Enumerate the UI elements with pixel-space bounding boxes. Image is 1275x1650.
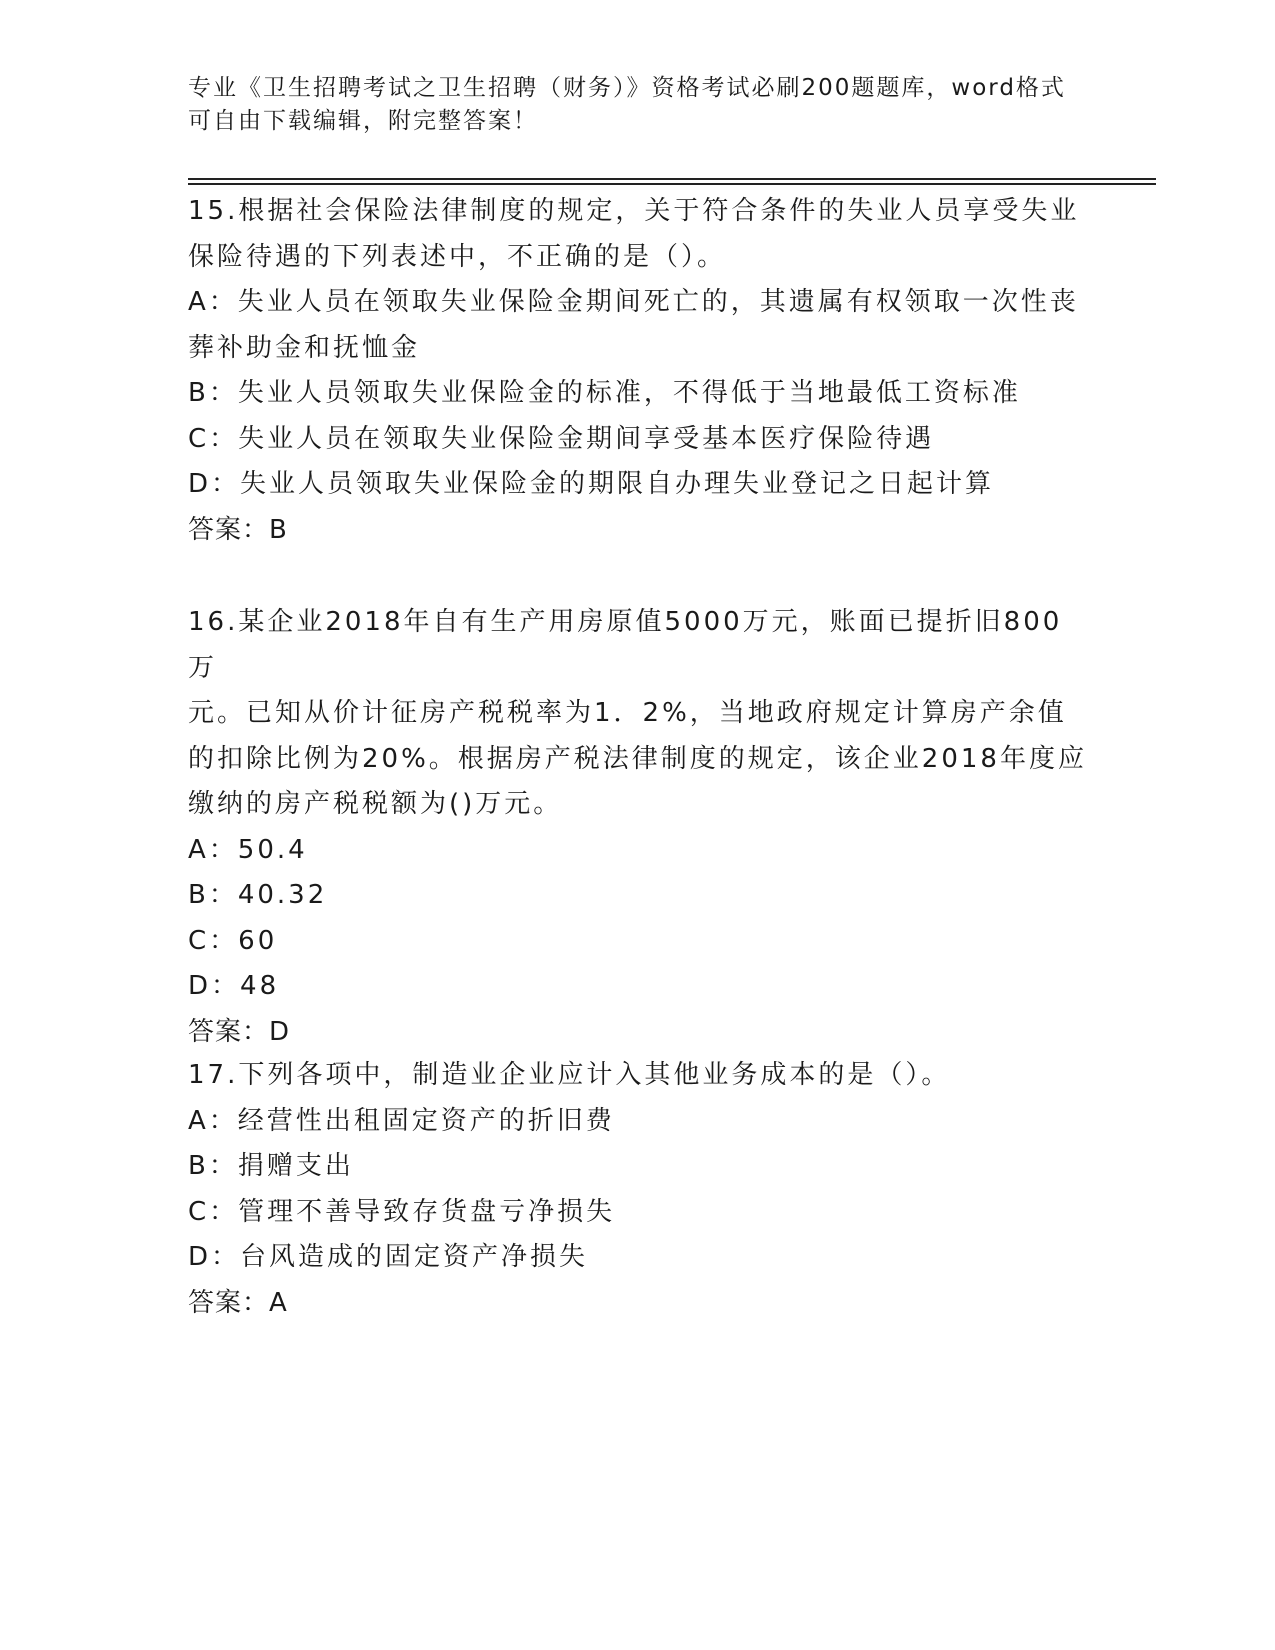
document-header xyxy=(188,72,1068,138)
question-stem-line: 的扣除比例为20%。根据房产税法律制度的规定，该企业2018年度应 xyxy=(188,743,1087,774)
header-divider-top xyxy=(188,178,1156,180)
option-a: A：50.4 xyxy=(188,834,308,865)
option-d: D：失业人员领取失业保险金的期限自办理失业登记之日起计算 xyxy=(188,469,995,499)
option-a-continued: 葬补助金和抚恤金 xyxy=(188,332,421,363)
option-d: D：台风造成的固定资产净损失 xyxy=(188,1242,589,1272)
option-d: D：48 xyxy=(188,971,280,1001)
question-stem-line: 保险待遇的下列表述中，不正确的是（）。 xyxy=(188,241,727,272)
option-a: A：失业人员在领取失业保险金期间死亡的，其遗属有权领取一次性丧 xyxy=(188,287,1079,317)
option-c: C：失业人员在领取失业保险金期间享受基本医疗保险待遇 xyxy=(188,423,935,454)
option-c: C：管理不善导致存货盘亏净损失 xyxy=(188,1196,616,1227)
question-17 xyxy=(188,1053,1088,1326)
header-divider-bottom xyxy=(188,183,1156,185)
question-16 xyxy=(188,600,1088,1055)
header-line-1: 专业《卫生招聘考试之卫生招聘（财务）》资格考试必刷200题题库，word格式 xyxy=(188,75,1066,101)
option-b: B：失业人员领取失业保险金的标准，不得低于当地最低工资标准 xyxy=(188,378,1021,408)
question-15 xyxy=(188,189,1088,553)
answer-label: 答案：A xyxy=(188,1287,288,1318)
question-stem-line: 缴纳的房产税税额为()万元。 xyxy=(188,789,563,819)
header-line-2: 可自由下载编辑，附完整答案！ xyxy=(188,108,538,134)
option-a: A：经营性出租固定资产的折旧费 xyxy=(188,1105,615,1136)
option-c: C：60 xyxy=(188,925,278,956)
question-stem-line: 元。已知从价计征房产税税率为1．2%，当地政府规定计算房产余值 xyxy=(188,698,1067,728)
question-stem-line: 15.根据社会保险法律制度的规定，关于符合条件的失业人员享受失业 xyxy=(188,196,1080,226)
option-b: B：40.32 xyxy=(188,880,328,910)
answer-label: 答案：D xyxy=(188,1016,291,1047)
question-stem-line: 17.下列各项中，制造业企业应计入其他业务成本的是（）。 xyxy=(188,1060,951,1090)
option-b: B：捐赠支出 xyxy=(188,1151,354,1181)
question-stem-line: 16.某企业2018年自有生产用房原值5000万元，账面已提折旧800万 xyxy=(188,607,1063,683)
answer-label: 答案：B xyxy=(188,514,288,545)
